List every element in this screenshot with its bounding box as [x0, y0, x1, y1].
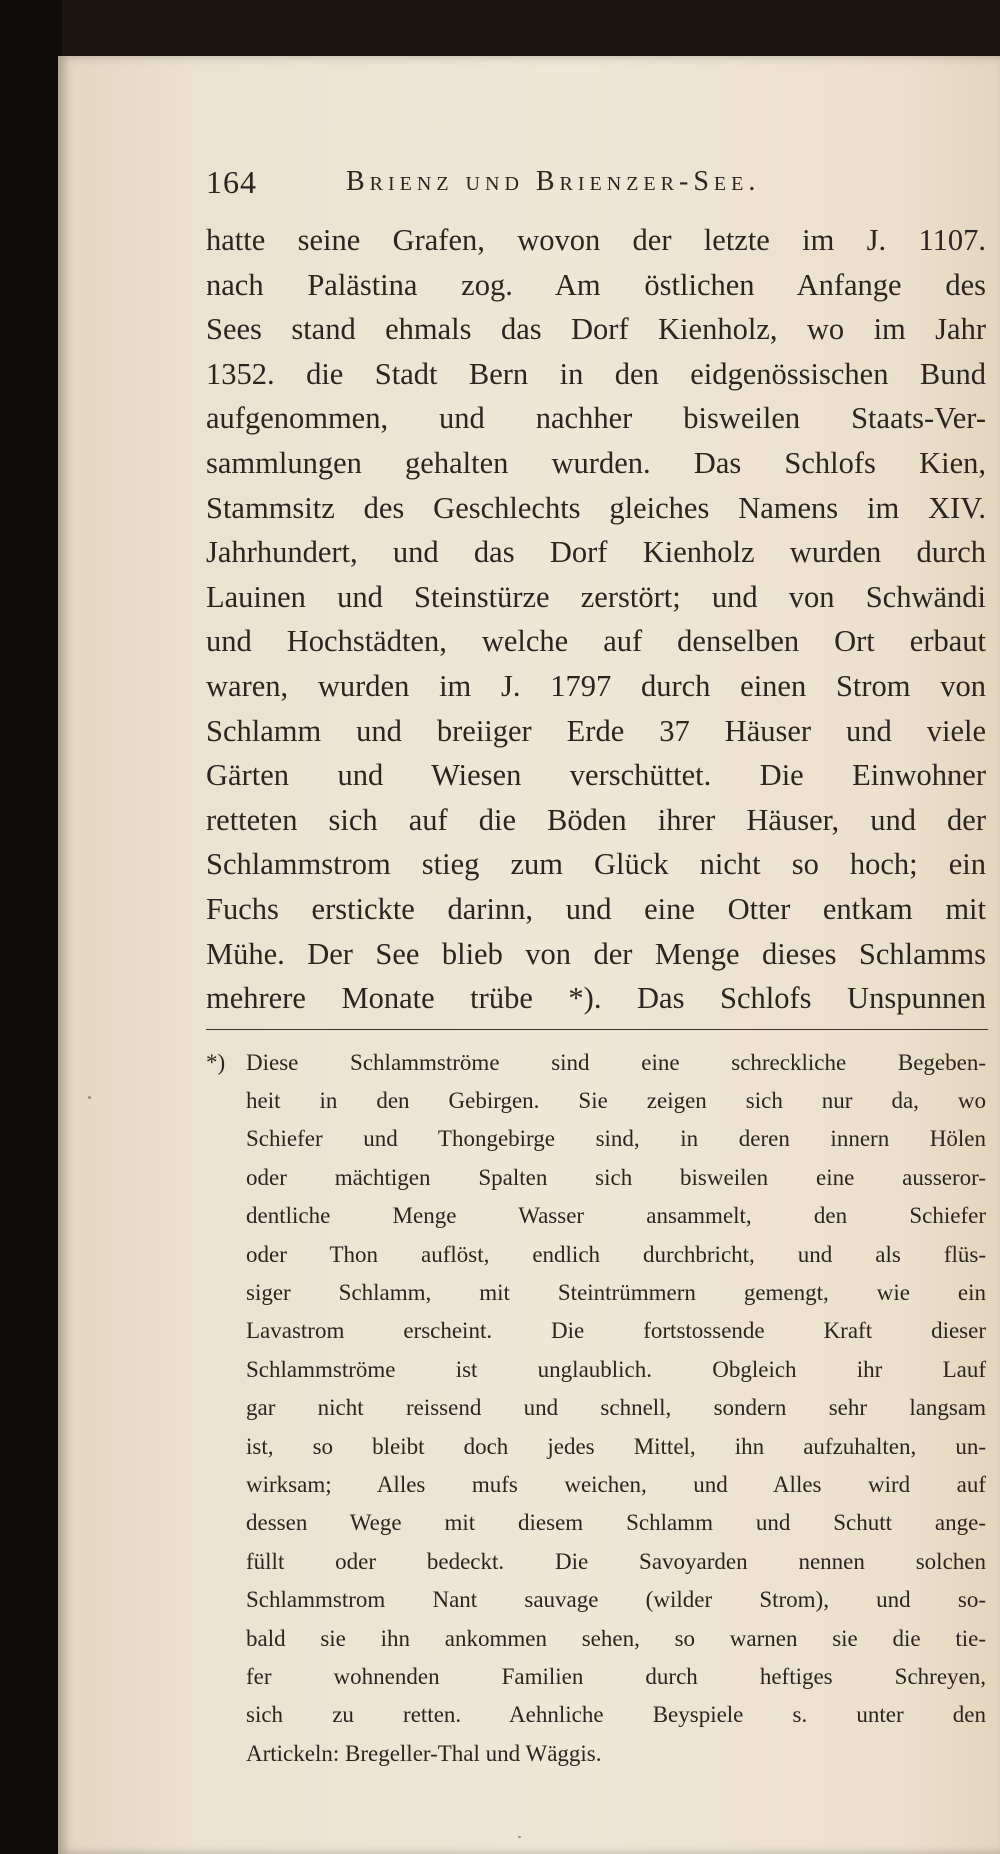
footnote-line: bald sie ihn ankommen sehen, so warnen sie die tie- — [246, 1625, 986, 1651]
footnote-line: Schlammstrom Nant sauvage (wilder Strom), und so- — [246, 1587, 986, 1613]
footnote-rule — [206, 1029, 988, 1030]
text-line: hatte seine Grafen, wovon der letzte im J. 1107. — [206, 223, 986, 257]
footnote-line: fer wohnenden Familien durch heftiges Schreyen, — [246, 1663, 986, 1689]
footnote-line: sich zu retten. Aehnliche Beyspiele s. unter den — [246, 1702, 986, 1728]
running-title: Brienz und Brienzer-See. — [346, 166, 761, 197]
footnote-line: füllt oder bedeckt. Die Savoyarden nennen solchen — [246, 1548, 986, 1574]
text-line: 1352. die Stadt Bern in den eidgenössischen Bund — [206, 356, 986, 391]
text-line: Mühe. Der See blieb von der Menge dieses Schlamms — [206, 936, 986, 971]
footnote — [206, 1044, 986, 1773]
footnote-line: heit in den Gebirgen. Sie zeigen sich nur da, wo — [246, 1088, 986, 1114]
running-head — [206, 156, 986, 218]
footnote-line: ist, so bleibt doch jedes Mittel, ihn aufzuhalten, un- — [246, 1433, 986, 1459]
footnote-line: Lavastrom erscheint. Die fortstossende Kraft dieser — [246, 1318, 986, 1344]
book-page — [58, 56, 1000, 1854]
footnote-line: dessen Wege mit diesem Schlamm und Schutt ange- — [246, 1510, 986, 1536]
footnote-line: Schlammströme ist unglaublich. Obgleich ihr Lauf — [246, 1356, 986, 1382]
footnote-line: oder Thon auflöst, endlich durchbricht, und als flüs- — [246, 1241, 986, 1267]
paper-speck — [88, 1096, 91, 1099]
text-block — [206, 156, 986, 1773]
footnote-line: gar nicht reissend und schnell, sondern sehr langsam — [246, 1395, 986, 1421]
text-line: und Hochstädten, welche auf denselben Ort erbaut — [206, 624, 986, 659]
scan-border — [0, 0, 62, 1854]
paper-speck — [518, 1836, 521, 1838]
footnote-line: Schiefer und Thongebirge sind, in deren innern Hölen — [246, 1126, 986, 1152]
text-line: Stammsitz des Geschlechts gleiches Namens im XIV. — [206, 490, 986, 525]
text-line: Sees stand ehmals das Dorf Kienholz, wo im Jahr — [206, 312, 986, 347]
main-text — [206, 218, 986, 1021]
footnote-text: Diese Schlammströme sind eine schreckliche Begeben- — [246, 1049, 986, 1075]
text-line: Schlammstrom stieg zum Glück nicht so hoch; ein — [206, 847, 986, 882]
text-line: retteten sich auf die Böden ihrer Häuser, und der — [206, 802, 986, 837]
page-number: 164 — [206, 164, 257, 200]
text-line: nach Palästina zog. Am östlichen Anfange des — [206, 267, 986, 302]
footnote-line: oder mächtigen Spalten sich bisweilen eine ausseror- — [246, 1164, 986, 1190]
footnote-line: wirksam; Alles mufs weichen, und Alles wird auf — [246, 1471, 986, 1497]
footnote-line — [206, 1044, 986, 1082]
footnote-line: siger Schlamm, mit Steintrümmern gemengt, wie ein — [246, 1280, 986, 1306]
text-line: waren, wurden im J. 1797 durch einen Strom von — [206, 668, 986, 703]
text-line: Lauinen und Steinstürze zerstört; und von Schwändi — [206, 579, 986, 614]
text-line: Schlamm und breiiger Erde 37 Häuser und viele — [206, 713, 986, 748]
text-line: Gärten und Wiesen verschüttet. Die Einwohner — [206, 758, 986, 793]
text-line: Fuchs erstickte darinn, und eine Otter entkam mit — [206, 891, 986, 926]
footnote-line: dentliche Menge Wasser ansammelt, den Schiefer — [246, 1203, 986, 1229]
text-line: Jahrhundert, und das Dorf Kienholz wurden durch — [206, 535, 986, 570]
footnote-line: Artickeln: Bregeller-Thal und Wäggis. — [246, 1740, 602, 1766]
text-line: aufgenommen, und nachher bisweilen Staats-Ver- — [206, 401, 986, 436]
text-line: sammlungen gehalten wurden. Das Schlofs Kien, — [206, 445, 986, 480]
text-line: mehrere Monate trübe *). Das Schlofs Unspunnen — [206, 981, 986, 1016]
footnote-marker: *) — [206, 1049, 226, 1075]
